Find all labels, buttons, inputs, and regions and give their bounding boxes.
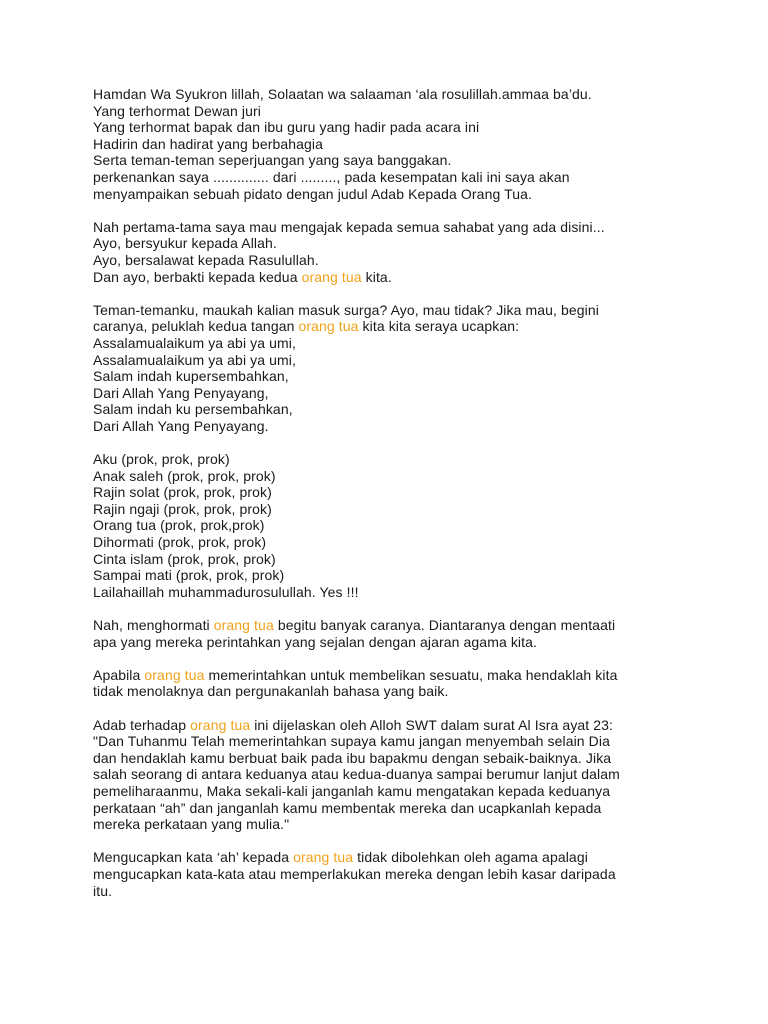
text-run: ini dijelaskan oleh Alloh SWT dalam surat Al Isra ayat 23: [250, 716, 614, 733]
text-line [93, 335, 693, 352]
text-line [93, 783, 693, 800]
text-line [93, 186, 693, 203]
text-line [93, 451, 693, 468]
text-line [93, 683, 693, 700]
text-run: Teman-temanku, maukah kalian masuk surga? Ayo, mau tidak? Jika mau, begini [93, 301, 599, 318]
text-line [93, 617, 693, 634]
highlighted-term: orang tua [144, 666, 205, 683]
text-run: Ayo, bersyukur kepada Allah. [93, 235, 277, 252]
paragraph [93, 302, 693, 435]
paragraph [93, 849, 693, 899]
text-run: Rajin solat (prok, prok, prok) [93, 484, 272, 501]
text-run: Serta teman-teman seperjuangan yang saya banggakan. [93, 152, 452, 169]
text-run: kita kita seraya ucapkan: [358, 318, 520, 335]
text-run: "Dan Tuhanmu Telah memerintahkan supaya kamu jangan menyembah selain Dia [93, 733, 610, 750]
text-run: Hamdan Wa Syukron lillah, Solaatan wa salaaman ‘ala rosulillah.ammaa ba’du. [93, 86, 592, 102]
text-line [93, 866, 693, 883]
text-run: Anak saleh (prok, prok, prok) [93, 467, 276, 484]
text-line [93, 551, 693, 568]
paragraph [93, 717, 693, 833]
highlighted-term: orang tua [301, 268, 362, 285]
text-line [93, 269, 693, 286]
text-line [93, 169, 693, 186]
text-line [93, 385, 693, 402]
text-run: Rajin ngaji (prok, prok, prok) [93, 500, 272, 517]
text-run: Orang tua (prok, prok,prok) [93, 517, 265, 534]
text-run: tidak menolaknya dan pergunakanlah bahasa yang baik. [93, 683, 449, 700]
highlighted-term: orang tua [190, 716, 251, 733]
text-line [93, 418, 693, 435]
text-line [93, 634, 693, 651]
text-line [93, 517, 693, 534]
text-run: Assalamualaikum ya abi ya umi, [93, 351, 296, 368]
text-line [93, 401, 693, 418]
text-run: dan hendaklah kamu berbuat baik pada ibu bapakmu dengan sebaik-baiknya. Jika [93, 749, 612, 766]
text-run: caranya, peluklah kedua tangan [93, 318, 299, 335]
text-run: Ayo, bersalawat kepada Rasulullah. [93, 251, 319, 268]
text-line [93, 103, 693, 120]
text-line [93, 368, 693, 385]
highlighted-term: orang tua [293, 849, 354, 866]
text-run: Yang terhormat bapak dan ibu guru yang hadir pada acara ini [93, 119, 480, 136]
text-line [93, 219, 693, 236]
text-line [93, 849, 693, 866]
text-line [93, 86, 693, 103]
highlighted-term: orang tua [213, 617, 274, 633]
paragraph [93, 86, 693, 202]
text-run: Dan ayo, berbakti kepada kedua [93, 268, 302, 285]
text-run: Mengucapkan kata ‘ah’ kepada [93, 849, 294, 866]
text-line [93, 501, 693, 518]
text-line [93, 717, 693, 734]
text-run: menyampaikan sebuah pidato dengan judul Adab Kepada Orang Tua. [93, 185, 532, 202]
text-line [93, 667, 693, 684]
text-line [93, 800, 693, 817]
highlighted-term: orang tua [298, 318, 359, 335]
text-line [93, 534, 693, 551]
text-run: Nah pertama-tama saya mau mengajak kepada semua sahabat yang ada disini... [93, 218, 605, 235]
text-run: Hadirin dan hadirat yang berbahagia [93, 135, 323, 152]
text-run: Dihormati (prok, prok, prok) [93, 534, 267, 551]
text-run: Nah, menghormati [93, 617, 214, 633]
text-line [93, 883, 693, 900]
text-line [93, 766, 693, 783]
paragraph [93, 667, 693, 700]
text-line [93, 235, 693, 252]
text-run: Lailahaillah muhammadurosulullah. Yes !!! [93, 583, 359, 600]
text-line [93, 816, 693, 833]
text-run: Dari Allah Yang Penyayang. [93, 417, 269, 434]
text-line [93, 567, 693, 584]
text-run: Assalamualaikum ya abi ya umi, [93, 334, 296, 351]
text-line [93, 352, 693, 369]
text-run: mengucapkan kata-kata atau memperlakukan mereka dengan lebih kasar daripada [93, 865, 616, 882]
text-run: Salam indah kupersembahkan, [93, 368, 289, 385]
text-run: Salam indah ku persembahkan, [93, 401, 293, 418]
text-run: perkenankan saya .............. dari ........., pada kesempatan kali ini saya akan [93, 168, 570, 185]
paragraph [93, 451, 693, 600]
text-run: memerintahkan untuk membelikan sesuatu, maka hendaklah kita [204, 666, 618, 683]
text-run: tidak dibolehkan oleh agama apalagi [353, 849, 588, 866]
text-run: salah seorang di antara keduanya atau kedua-duanya sampai berumur lanjut dalam [93, 766, 620, 783]
text-line [93, 468, 693, 485]
text-line [93, 750, 693, 767]
text-line [93, 733, 693, 750]
text-run: itu. [93, 882, 113, 899]
text-line [93, 584, 693, 601]
text-run: Cinta islam (prok, prok, prok) [93, 550, 276, 567]
text-run: mereka perkataan yang mulia." [93, 816, 290, 833]
text-run: begitu banyak caranya. Diantaranya dengan mentaati [273, 617, 616, 633]
text-line [93, 152, 693, 169]
text-run: Adab terhadap [93, 716, 191, 733]
text-line [93, 484, 693, 501]
text-line [93, 252, 693, 269]
document-body [93, 86, 693, 916]
text-run: pemeliharaanmu, Maka sekali-kali janganlah kamu mengatakan kepada keduanya [93, 782, 611, 799]
text-run: apa yang mereka perintahkan yang sejalan dengan ajaran agama kita. [93, 633, 538, 650]
text-run: Aku (prok, prok, prok) [93, 451, 230, 468]
text-run: Yang terhormat Dewan juri [93, 102, 261, 119]
text-line [93, 119, 693, 136]
paragraph [93, 617, 693, 650]
text-run: Sampai mati (prok, prok, prok) [93, 567, 285, 584]
text-run: perkataan “ah” dan janganlah kamu membentak mereka dan ucapkanlah kepada [93, 799, 602, 816]
text-run: kita. [361, 268, 392, 285]
text-run: Apabila [93, 666, 145, 683]
text-line [93, 318, 693, 335]
text-run: Dari Allah Yang Penyayang, [93, 384, 269, 401]
text-line [93, 136, 693, 153]
paragraph [93, 219, 693, 285]
text-line [93, 302, 693, 319]
